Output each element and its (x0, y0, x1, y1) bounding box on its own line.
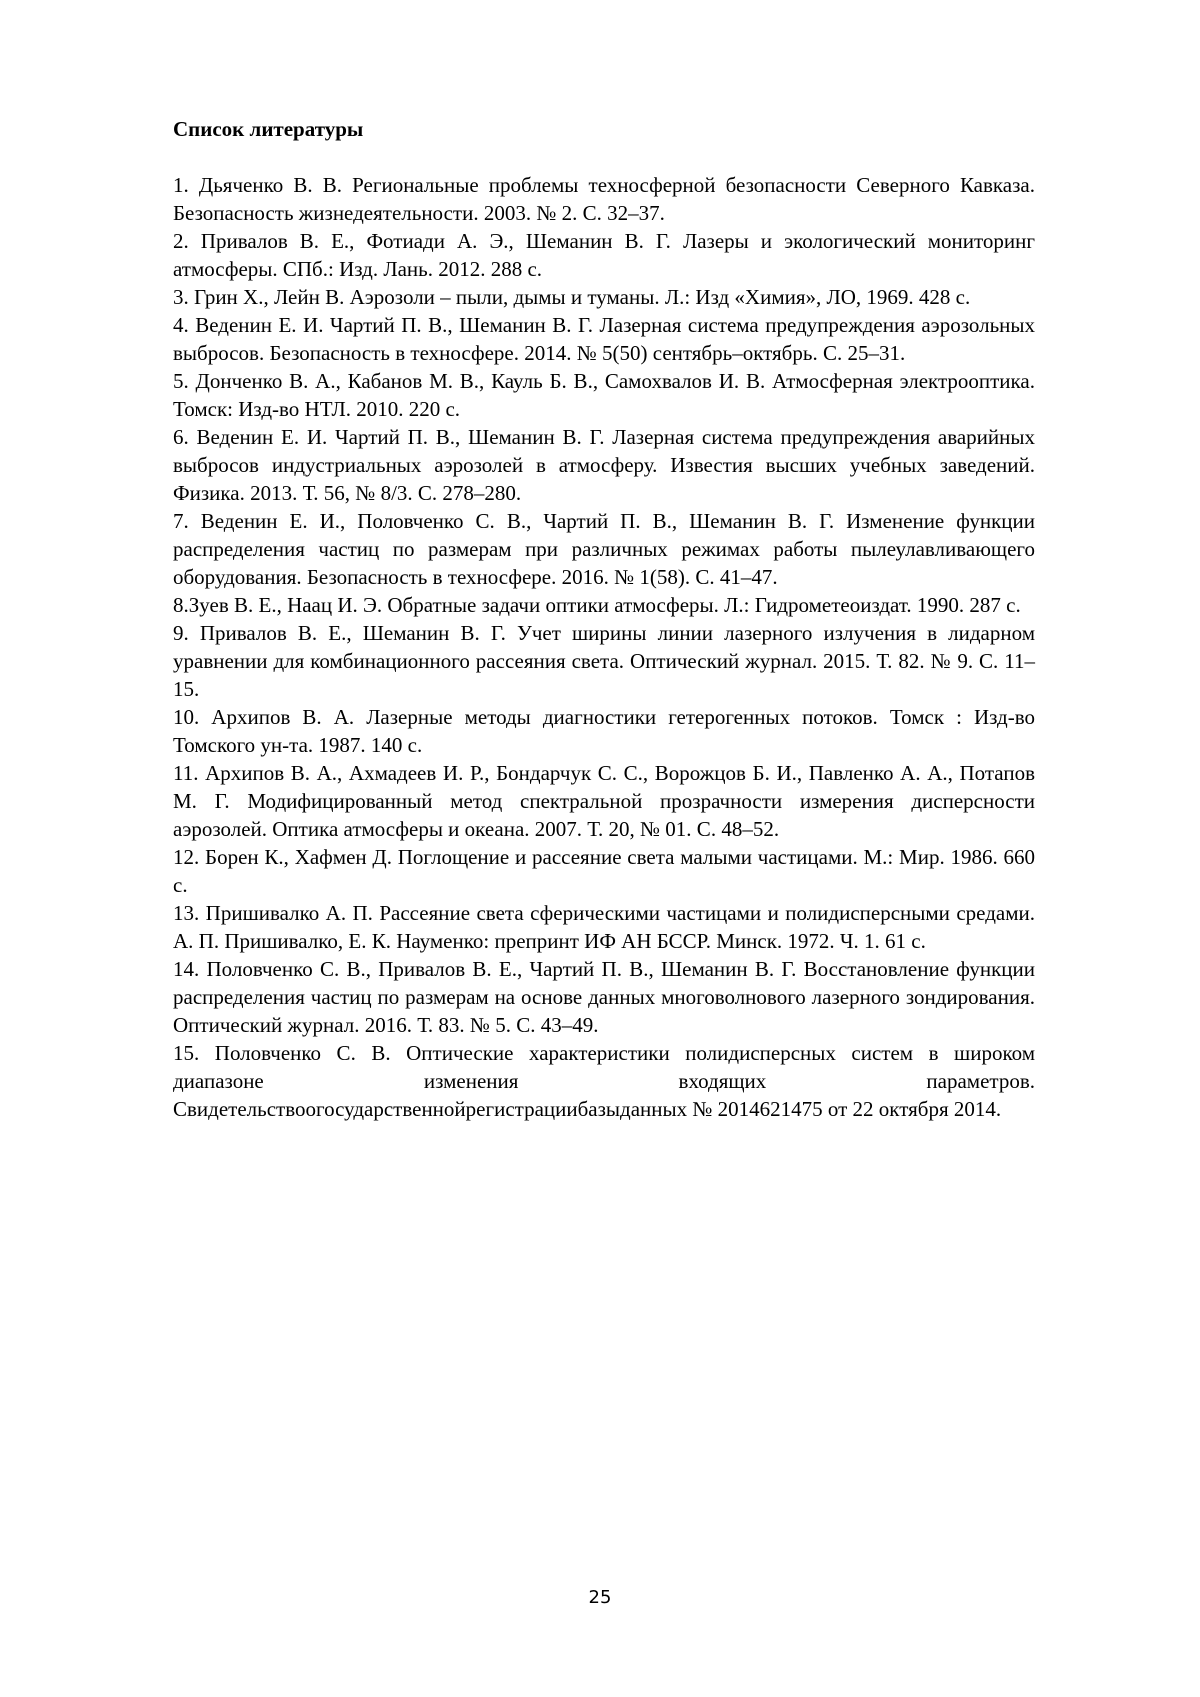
reference-item: 8.Зуев В. Е., Наац И. Э. Обратные задачи оптики атмосферы. Л.: Гидрометеоиздат. 1990. 287 с. (173, 591, 1035, 619)
reference-item: 1. Дьяченко В. В. Региональные проблемы техносферной безопасности Северного Кавказа. Безопасность жизнедеятельности. 2003. № 2. С. 32–37. (173, 171, 1035, 227)
reference-item: 2. Привалов В. Е., Фотиади А. Э., Шеманин В. Г. Лазеры и экологический мониторинг атмосферы. СПб.: Изд. Лань. 2012. 288 с. (173, 227, 1035, 283)
document-page (0, 0, 1200, 1697)
bibliography-heading: Список литературы (173, 115, 1035, 143)
reference-item: 3. Грин Х., Лейн В. Аэрозоли – пыли, дымы и туманы. Л.: Изд «Химия», ЛО, 1969. 428 с. (173, 283, 1035, 311)
reference-item: 9. Привалов В. Е., Шеманин В. Г. Учет ширины линии лазерного излучения в лидарном уравнении для комбинационного рассеяния света. Оптический журнал. 2015. Т. 82. № 9. С. 11–15. (173, 619, 1035, 703)
reference-item: 5. Донченко В. А., Кабанов М. В., Кауль Б. В., Самохвалов И. В. Атмосферная электрооптика. Томск: Изд-во НТЛ. 2010. 220 с. (173, 367, 1035, 423)
page-number: 25 (0, 1586, 1200, 1610)
reference-item: 13. Пришивалко А. П. Рассеяние света сферическими частицами и полидисперсными средами. А. П. Пришивалко, Е. К. Науменко: препринт ИФ АН БССР. Минск. 1972. Ч. 1. 61 с. (173, 899, 1035, 955)
reference-item: 11. Архипов В. А., Ахмадеев И. Р., Бондарчук С. С., Ворожцов Б. И., Павленко А. А., Потапов М. Г. Модифицированный метод спектральной прозрачности измерения дисперсности аэрозолей. Оптика атмосферы и океана. 2007. Т. 20, № 01. С. 48–52. (173, 759, 1035, 843)
reference-item: 12. Борен К., Хафмен Д. Поглощение и рассеяние света малыми частицами. М.: Мир. 1986. 660 с. (173, 843, 1035, 899)
reference-item: 6. Веденин Е. И. Чартий П. В., Шеманин В. Г. Лазерная система предупреждения аварийных выбросов индустриальных аэрозолей в атмосферу. Известия высших учебных заведений. Физика. 2013. Т. 56, № 8/3. С. 278–280. (173, 423, 1035, 507)
reference-item: 7. Веденин Е. И., Половченко С. В., Чартий П. В., Шеманин В. Г. Изменение функции распределения частиц по размерам при различных режимах работы пылеулавливающего оборудования. Безопасность в техносфере. 2016. № 1(58). С. 41–47. (173, 507, 1035, 591)
document-content (173, 115, 1035, 1123)
reference-item: 15. Половченко С. В. Оптические характеристики полидисперсных систем в широком диапазоне изменения входящих параметров. Свидетельствоогосударственнойрегистрациибазыданных № 2014621475 от 22 октября 2014. (173, 1039, 1035, 1123)
reference-item: 14. Половченко С. В., Привалов В. Е., Чартий П. В., Шеманин В. Г. Восстановление функции распределения частиц по размерам на основе данных многоволнового лазерного зондирования. Оптический журнал. 2016. Т. 83. № 5. С. 43–49. (173, 955, 1035, 1039)
reference-item: 10. Архипов В. А. Лазерные методы диагностики гетерогенных потоков. Томск : Изд-во Томского ун-та. 1987. 140 с. (173, 703, 1035, 759)
reference-list (173, 171, 1035, 1123)
reference-item: 4. Веденин Е. И. Чартий П. В., Шеманин В. Г. Лазерная система предупреждения аэрозольных выбросов. Безопасность в техносфере. 2014. № 5(50) сентябрь–октябрь. С. 25–31. (173, 311, 1035, 367)
